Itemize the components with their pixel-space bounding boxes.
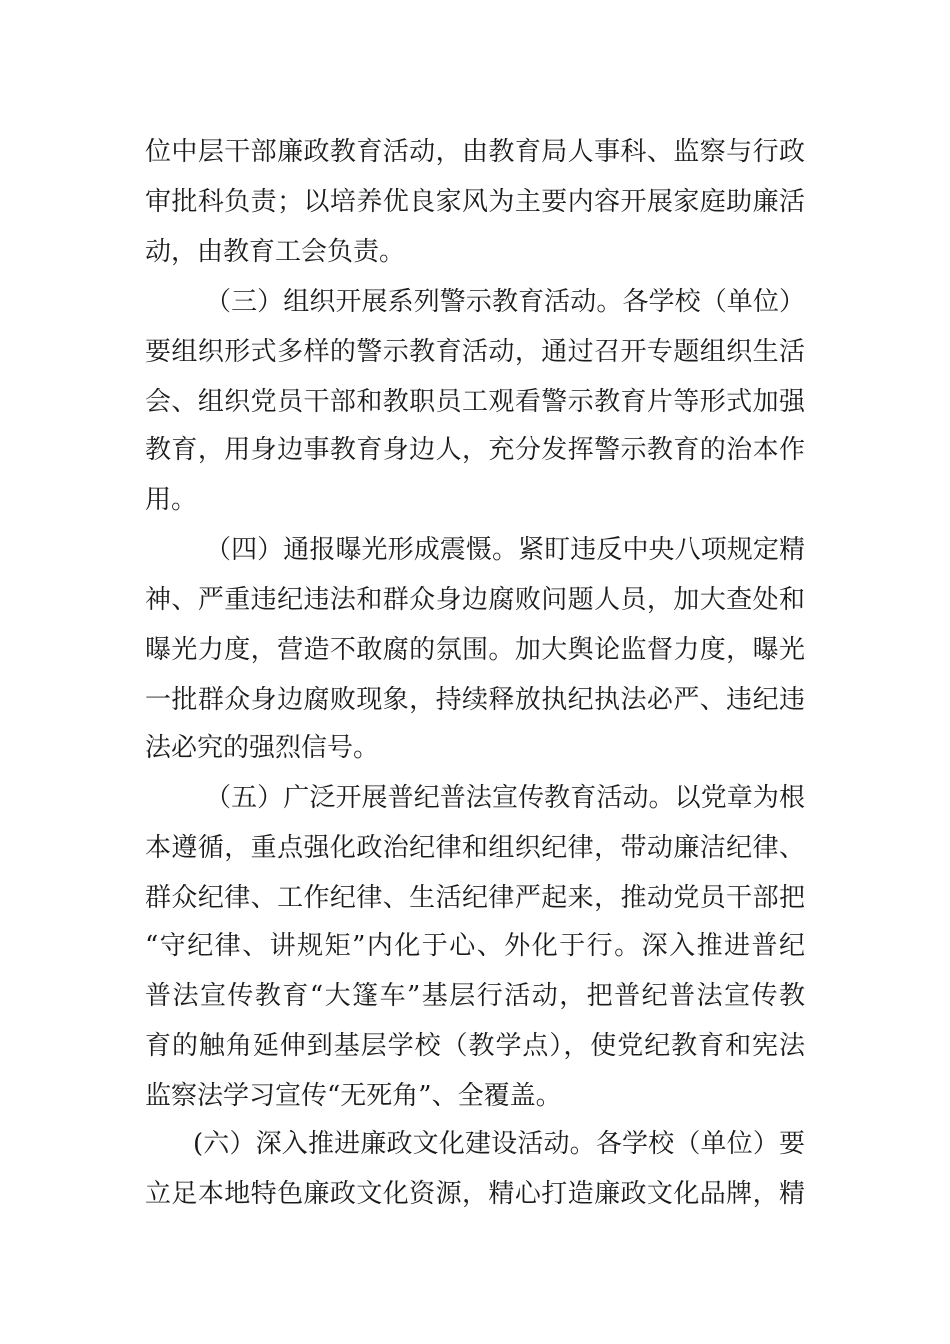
text-line: 曝光力度，营造不敢腐的氛围。加大舆论监督力度，曝光 xyxy=(145,635,805,665)
text-line: 一批群众身边腐败现象，持续释放执纪执法必严、违纪违 xyxy=(145,685,805,715)
text-line: 群众纪律、工作纪律、生活纪律严起来，推动党员干部把 xyxy=(145,883,805,913)
paragraph-heading-5: （五）广泛开展普纪普法宣传教育活动。以党章为根 xyxy=(205,783,805,813)
text-line: “守纪律、讲规矩”内化于心、外化于行。深入推进普纪 xyxy=(145,931,805,961)
text-line: 位中层干部廉政教育活动，由教育局人事科、监察与行政 xyxy=(145,137,805,167)
text-line: 要组织形式多样的警示教育活动，通过召开专题组织生活 xyxy=(145,337,805,367)
text-line: 用。 xyxy=(145,485,198,515)
text-line: 本遵循，重点强化政治纪律和组织纪律，带动廉洁纪律、 xyxy=(145,833,805,863)
paragraph-heading-4: （四）通报曝光形成震慑。紧盯违反中央八项规定精 xyxy=(205,535,805,565)
text-line: 教育，用身边事教育身边人，充分发挥警示教育的治本作 xyxy=(145,435,805,465)
text-line: 会、组织党员干部和教职员工观看警示教育片等形式加强 xyxy=(145,387,805,417)
paragraph-heading-6: (六）深入推进廉政文化建设活动。各学校（单位）要 xyxy=(193,1129,805,1159)
text-line: 立足本地特色廉政文化资源，精心打造廉政文化品牌，精 xyxy=(145,1179,805,1209)
text-line: 育的触角延伸到基层学校（教学点），使党纪教育和宪法 xyxy=(145,1031,805,1061)
text-line: 监察法学习宣传“无死角”、全覆盖。 xyxy=(145,1081,562,1111)
text-line: 普法宣传教育“大篷车”基层行活动，把普纪普法宣传教 xyxy=(145,981,805,1011)
text-line: 动，由教育工会负责。 xyxy=(145,237,406,267)
text-line: 法必究的强烈信号。 xyxy=(145,733,380,763)
paragraph-heading-3: （三）组织开展系列警示教育活动。各学校（单位） xyxy=(205,287,805,317)
text-line: 审批科负责；以培养优良家风为主要内容开展家庭助廉活 xyxy=(145,187,805,217)
text-line: 神、严重违纪违法和群众身边腐败问题人员，加大查处和 xyxy=(145,585,805,615)
